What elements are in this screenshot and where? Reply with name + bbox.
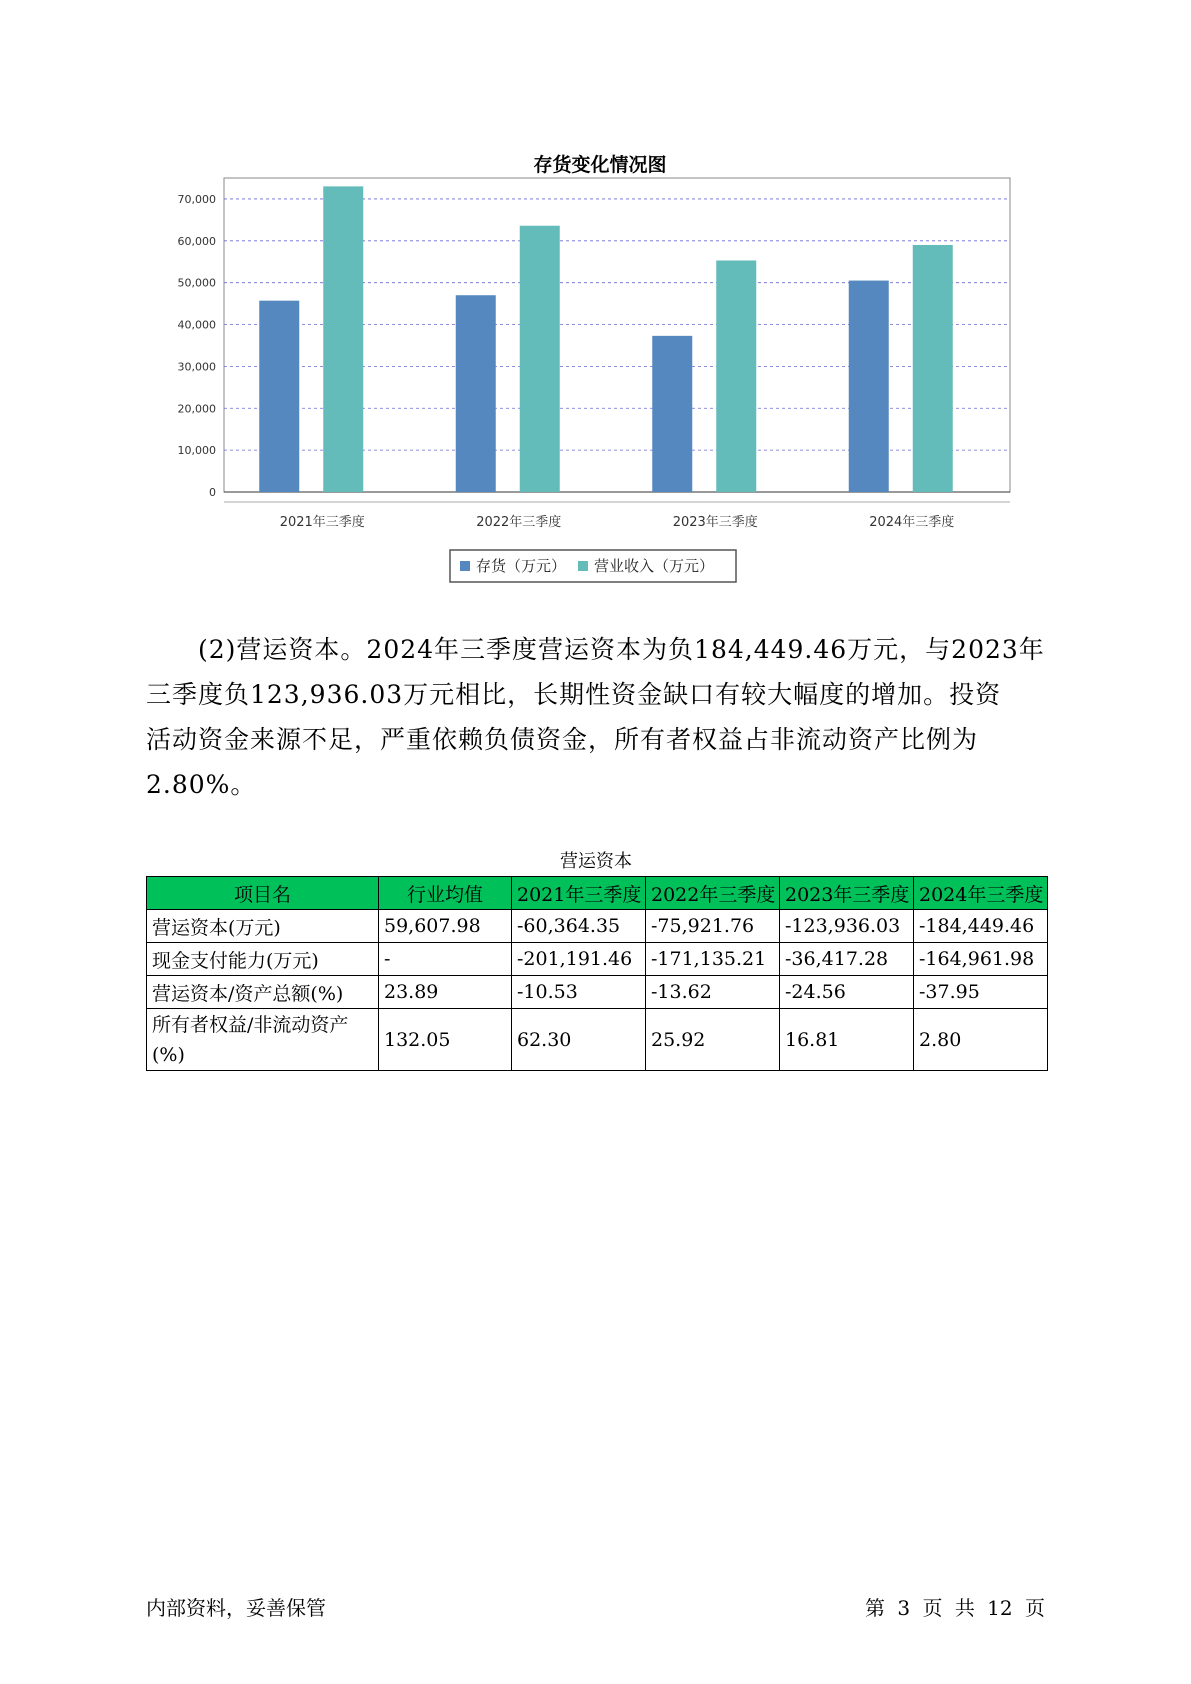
bar-revenue — [520, 226, 560, 492]
bar-inventory — [456, 295, 496, 492]
header-cell: 2023年三季度 — [780, 877, 914, 910]
paragraph-line-4: 2.80%。 — [146, 770, 257, 799]
header-cell: 项目名 — [147, 877, 379, 910]
chart-svg — [150, 140, 1050, 600]
table-row — [147, 943, 1048, 976]
bar-inventory — [652, 336, 692, 492]
table-cell: 59,607.98 — [379, 910, 512, 943]
header-cell: 行业均值 — [379, 877, 512, 910]
legend-swatch — [460, 561, 470, 571]
table-cell: -123,936.03 — [780, 910, 914, 943]
table-cell: 23.89 — [379, 976, 512, 1009]
inventory-chart — [150, 140, 1050, 600]
table-cell: -36,417.28 — [780, 943, 914, 976]
footer-confidential: 内部资料，妥善保管 — [146, 1596, 326, 1620]
table-cell: 132.05 — [379, 1009, 512, 1071]
table-cell: -171,135.21 — [646, 943, 780, 976]
working-capital-paragraph — [146, 627, 1046, 807]
chart-title: 存货变化情况图 — [533, 154, 667, 176]
y-tick-label: 60,000 — [177, 234, 216, 248]
bar-revenue — [323, 186, 363, 492]
bar-revenue — [716, 260, 756, 492]
working-capital-table — [146, 876, 1048, 1071]
table-cell: -60,364.35 — [512, 910, 646, 943]
y-tick-label: 40,000 — [177, 318, 216, 332]
table-cell: -10.53 — [512, 976, 646, 1009]
y-tick-label: 30,000 — [177, 360, 216, 374]
table-cell: -75,921.76 — [646, 910, 780, 943]
x-tick-label: 2021年三季度 — [279, 515, 365, 530]
bar-revenue — [913, 245, 953, 492]
table-header-row — [147, 877, 1048, 910]
table-cell: -201,191.46 — [512, 943, 646, 976]
table-cell: 营运资本/资产总额(%) — [147, 976, 379, 1009]
paragraph-line-1: (2)营运资本。2024年三季度营运资本为负184,449.46万元，与2023年 — [198, 635, 1045, 664]
y-tick-label: 70,000 — [177, 192, 216, 206]
table-cell: -37.95 — [914, 976, 1048, 1009]
header-cell: 2024年三季度 — [914, 877, 1048, 910]
y-tick-label: 10,000 — [177, 444, 216, 458]
legend-label: 营业收入（万元） — [594, 557, 715, 575]
table-cell: 现金支付能力(万元) — [147, 943, 379, 976]
paragraph-line-2: 三季度负123,936.03万元相比，长期性资金缺口有较大幅度的增加。投资 — [146, 680, 1002, 709]
table-caption: 营运资本 — [560, 851, 632, 872]
x-tick-label: 2022年三季度 — [476, 515, 562, 530]
table-cell: 25.92 — [646, 1009, 780, 1071]
y-tick-label: 20,000 — [177, 402, 216, 416]
table-row — [147, 910, 1048, 943]
table-cell: -184,449.46 — [914, 910, 1048, 943]
y-tick-label: 0 — [209, 486, 216, 499]
y-tick-label: 50,000 — [177, 276, 216, 290]
table-cell: 16.81 — [780, 1009, 914, 1071]
table-cell: 2.80 — [914, 1009, 1048, 1071]
header-cell: 2021年三季度 — [512, 877, 646, 910]
legend-label: 存货（万元） — [476, 557, 567, 575]
x-tick-label: 2023年三季度 — [672, 515, 758, 530]
bar-inventory — [259, 301, 299, 492]
table-cell: 营运资本(万元) — [147, 910, 379, 943]
table-cell: 62.30 — [512, 1009, 646, 1071]
legend-swatch — [578, 561, 588, 571]
header-cell: 2022年三季度 — [646, 877, 780, 910]
table-row — [147, 976, 1048, 1009]
table-cell: -24.56 — [780, 976, 914, 1009]
x-tick-label: 2024年三季度 — [869, 515, 955, 530]
table-cell: -164,961.98 — [914, 943, 1048, 976]
table-cell: -13.62 — [646, 976, 780, 1009]
footer-page-number: 第 3 页 共 12 页 — [865, 1596, 1045, 1620]
table-cell: - — [379, 943, 512, 976]
table-row — [147, 1009, 1048, 1071]
table-cell: 所有者权益/非流动资产(%) — [147, 1009, 379, 1071]
paragraph-line-3: 活动资金来源不足，严重依赖负债资金，所有者权益占非流动资产比例为 — [146, 725, 979, 754]
bar-inventory — [849, 281, 889, 492]
